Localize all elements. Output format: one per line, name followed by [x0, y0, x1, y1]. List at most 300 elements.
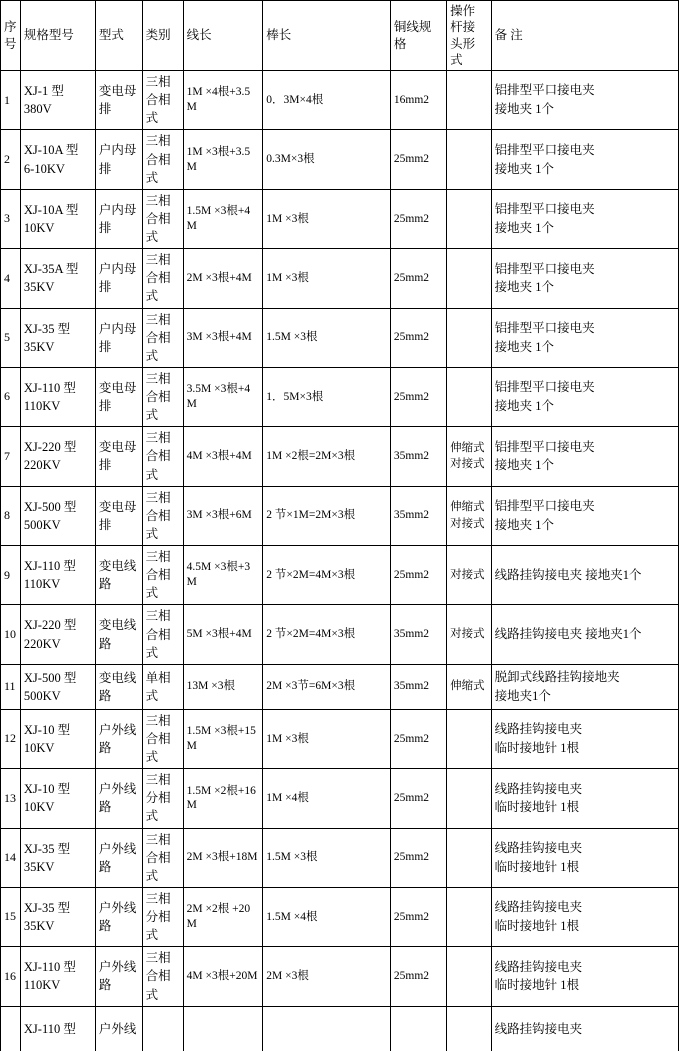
- row-category: [142, 367, 183, 426]
- remark-line-1: 线路挂钩接电夹: [494, 722, 583, 737]
- cat-line-1: 三相: [145, 75, 171, 89]
- model-line-1: XJ-10A 型: [23, 202, 79, 217]
- cat-line-2: 合相式: [145, 731, 171, 764]
- row-wire-length: 3.5M ×3根+4M: [183, 367, 263, 426]
- model-line-2: 35KV: [23, 859, 55, 874]
- model-line-2: 6-10KV: [23, 161, 65, 176]
- table-row: [1, 769, 679, 828]
- row-rod-length: [263, 1006, 391, 1051]
- row-type: [95, 605, 142, 664]
- model-line-2: 10KV: [23, 740, 55, 755]
- row-rod-length: 1.5M ×4根: [263, 887, 391, 946]
- model-line-2: 110KV: [23, 978, 61, 993]
- row-rod-length: 1.5M ×3根: [263, 828, 391, 887]
- remark-line-2: 接地夹 1个: [494, 458, 554, 473]
- remark-line-1: 线路挂钩接电夹 接地夹1个: [494, 627, 642, 642]
- row-index: 16: [1, 947, 21, 1006]
- row-wire-length: 4.5M ×3根+3M: [183, 546, 263, 605]
- row-index: 13: [1, 769, 21, 828]
- type-line-1: 变电线: [98, 670, 137, 685]
- row-wire-length: 2M ×2根 +20M: [183, 887, 263, 946]
- row-pole-joint: [447, 1006, 491, 1051]
- row-remark: [491, 308, 678, 367]
- row-remark: [491, 427, 678, 486]
- row-pole-joint: [447, 769, 491, 828]
- row-wire-length: 1.5M ×2根+16M: [183, 769, 263, 828]
- type-line-1: 户外线: [98, 782, 137, 797]
- table-row: [1, 1006, 679, 1051]
- row-model: [20, 249, 95, 308]
- row-copper-spec: 25mm2: [390, 249, 446, 308]
- type-line-1: 变电线: [98, 618, 137, 633]
- row-category: [142, 887, 183, 946]
- type-line-2: 路: [98, 740, 112, 755]
- model-line-2: 500KV: [23, 517, 61, 532]
- model-line-2: 35KV: [23, 339, 55, 354]
- cat-line-2: 合相式: [145, 390, 171, 423]
- table-header-row: [1, 1, 679, 71]
- cat-line-2: 分相式: [145, 791, 171, 824]
- row-wire-length: 2M ×3根+4M: [183, 249, 263, 308]
- row-remark: [491, 947, 678, 1006]
- model-line-1: XJ-220 型: [23, 440, 77, 455]
- cat-line-1: 三相: [145, 431, 171, 446]
- remark-line-2: 临时接地针 1根: [494, 978, 579, 993]
- cat-line-1: 三相: [145, 891, 171, 906]
- row-pole-joint: 伸缩式: [447, 664, 491, 709]
- type-line-1: 户外线: [98, 960, 137, 975]
- type-line-1: 变电母: [98, 440, 137, 455]
- model-line-1: XJ-10 型: [23, 782, 71, 797]
- row-model: [20, 664, 95, 709]
- type-line-2: 排: [98, 102, 112, 117]
- row-category: [142, 189, 183, 248]
- model-line-1: XJ-1 型: [23, 84, 64, 99]
- row-pole-joint: [447, 709, 491, 768]
- row-index: [1, 1006, 21, 1051]
- row-rod-length: 0.3M×3根: [263, 130, 391, 189]
- header-pole-joint: 操作杆接头形式: [447, 1, 491, 71]
- row-copper-spec: 35mm2: [390, 664, 446, 709]
- row-pole-joint: [447, 249, 491, 308]
- row-wire-length: 4M ×3根+20M: [183, 947, 263, 1006]
- row-remark: [491, 130, 678, 189]
- type-line-1: 户内母: [98, 202, 137, 217]
- row-wire-length: 13M ×3根: [183, 664, 263, 709]
- type-line-1: 户内母: [98, 143, 137, 158]
- row-model: [20, 486, 95, 545]
- row-wire-length: [183, 1006, 263, 1051]
- row-copper-spec: 25mm2: [390, 828, 446, 887]
- row-category: [142, 1006, 183, 1051]
- model-line-1: XJ-35 型: [23, 841, 71, 856]
- type-line-1: 户内母: [98, 262, 137, 277]
- row-rod-length: 0．3M×4根: [263, 71, 391, 130]
- type-line-1: 户内母: [98, 321, 137, 336]
- remark-line-1: 铝排型平口接电夹: [494, 320, 595, 335]
- row-category: [142, 664, 183, 709]
- row-copper-spec: 25mm2: [390, 130, 446, 189]
- row-remark: [491, 605, 678, 664]
- header-copper-spec: 铜线规格: [390, 1, 446, 71]
- type-line-2: 排: [98, 280, 112, 295]
- type-line-1: 变电母: [98, 84, 137, 99]
- model-line-1: XJ-500 型: [23, 670, 77, 685]
- table-row: [1, 427, 679, 486]
- row-model: [20, 367, 95, 426]
- row-rod-length: 1．5M×3根: [263, 367, 391, 426]
- row-remark: [491, 769, 678, 828]
- pole-line-1: 伸缩式: [450, 501, 485, 514]
- row-wire-length: 3M ×3根+4M: [183, 308, 263, 367]
- cat-line-1: 三相: [145, 134, 171, 149]
- row-rod-length: 1M ×3根: [263, 249, 391, 308]
- row-wire-length: 1.5M ×3根+4M: [183, 189, 263, 248]
- row-pole-joint: [447, 486, 491, 545]
- remark-line-1: 线路挂钩接电夹: [494, 1021, 583, 1036]
- row-wire-length: 1M ×4根+3.5M: [183, 71, 263, 130]
- pole-line-2: 对接式: [450, 458, 485, 471]
- table-row: [1, 486, 679, 545]
- cat-line-1: 三相: [145, 312, 171, 327]
- row-category: [142, 605, 183, 664]
- cat-line-2: 合相式: [145, 627, 171, 660]
- row-copper-spec: 35mm2: [390, 605, 446, 664]
- header-index: 序号: [1, 1, 21, 71]
- row-copper-spec: 25mm2: [390, 546, 446, 605]
- model-line-1: XJ-110 型: [23, 1021, 76, 1036]
- remark-line-2: 接地夹1个: [494, 688, 551, 703]
- row-category: [142, 546, 183, 605]
- row-category: [142, 130, 183, 189]
- model-line-2: 10KV: [23, 220, 55, 235]
- header-type: 型式: [95, 1, 142, 71]
- table-row: [1, 249, 679, 308]
- row-copper-spec: 25mm2: [390, 947, 446, 1006]
- row-rod-length: 2 节×2M=4M×3根: [263, 605, 391, 664]
- cat-line-2: 合相式: [145, 568, 171, 601]
- cat-line-2: 合相式: [145, 330, 171, 363]
- row-pole-joint: [447, 189, 491, 248]
- row-copper-spec: 25mm2: [390, 769, 446, 828]
- row-category: [142, 486, 183, 545]
- remark-line-1: 铝排型平口接电夹: [494, 499, 595, 514]
- row-type: [95, 769, 142, 828]
- header-wire-length: 线长: [183, 1, 263, 71]
- header-remark: 备 注: [491, 1, 678, 71]
- row-type: [95, 189, 142, 248]
- remark-line-2: 临时接地针 1根: [494, 800, 579, 815]
- row-pole-joint: [447, 130, 491, 189]
- type-line-2: 路: [98, 919, 112, 934]
- row-type: [95, 486, 142, 545]
- row-model: [20, 427, 95, 486]
- table-row: [1, 605, 679, 664]
- remark-line-2: 临时接地针 1根: [494, 740, 579, 755]
- cat-line-2: 合相式: [145, 969, 171, 1002]
- cat-line-1: 三相: [145, 371, 171, 386]
- remark-line-2: 临时接地针 1根: [494, 919, 579, 934]
- row-pole-joint: [447, 308, 491, 367]
- type-line-1: 户外线: [98, 841, 137, 856]
- model-line-1: XJ-110 型: [23, 559, 76, 574]
- cat-line-2: 合相式: [145, 93, 171, 126]
- row-model: [20, 308, 95, 367]
- cat-line-2: 合相式: [145, 271, 171, 304]
- row-wire-length: 5M ×3根+4M: [183, 605, 263, 664]
- row-remark: [491, 664, 678, 709]
- row-pole-joint: [447, 947, 491, 1006]
- row-wire-length: 4M ×3根+4M: [183, 427, 263, 486]
- row-model: [20, 605, 95, 664]
- model-line-2: 35KV: [23, 280, 55, 295]
- row-model: [20, 947, 95, 1006]
- row-remark: [491, 249, 678, 308]
- type-line-1: 户外线: [98, 900, 137, 915]
- row-pole-joint: 对接式: [447, 605, 491, 664]
- row-rod-length: 2 节×2M=4M×3根: [263, 546, 391, 605]
- model-line-1: XJ-110 型: [23, 960, 76, 975]
- model-line-2: 220KV: [23, 458, 61, 473]
- row-pole-joint: [447, 367, 491, 426]
- type-line-2: 路: [98, 859, 112, 874]
- table-row: [1, 308, 679, 367]
- row-rod-length: 1M ×3根: [263, 709, 391, 768]
- remark-line-2: 接地夹 1个: [494, 220, 554, 235]
- row-rod-length: 1M ×3根: [263, 189, 391, 248]
- remark-line-2: 接地夹 1个: [494, 161, 554, 176]
- row-wire-length: 1M ×3根+3.5M: [183, 130, 263, 189]
- row-type: [95, 71, 142, 130]
- row-category: [142, 709, 183, 768]
- row-type: [95, 249, 142, 308]
- row-index: 3: [1, 189, 21, 248]
- row-category: [142, 947, 183, 1006]
- cat-line-1: 三相: [145, 773, 171, 788]
- pole-line-2: 对接式: [450, 517, 485, 530]
- type-line-1: 户外线: [98, 1021, 137, 1036]
- row-type: [95, 546, 142, 605]
- row-model: [20, 130, 95, 189]
- row-index: 7: [1, 427, 21, 486]
- remark-line-2: 接地夹 1个: [494, 102, 554, 117]
- model-line-2: 110KV: [23, 577, 61, 592]
- table-row: [1, 887, 679, 946]
- row-remark: [491, 71, 678, 130]
- row-index: 8: [1, 486, 21, 545]
- model-line-1: XJ-110 型: [23, 380, 76, 395]
- row-remark: [491, 887, 678, 946]
- table-row: [1, 130, 679, 189]
- remark-line-1: 铝排型平口接电夹: [494, 261, 595, 276]
- row-model: [20, 828, 95, 887]
- remark-line-1: 铝排型平口接电夹: [494, 380, 595, 395]
- row-pole-joint: [447, 427, 491, 486]
- remark-line-1: 线路挂钩接电夹: [494, 840, 583, 855]
- row-model: [20, 71, 95, 130]
- table-row: [1, 828, 679, 887]
- row-remark: [491, 546, 678, 605]
- remark-line-1: 铝排型平口接电夹: [494, 142, 595, 157]
- table-row: [1, 947, 679, 1006]
- type-line-1: 户外线: [98, 722, 137, 737]
- row-index: 5: [1, 308, 21, 367]
- row-pole-joint: [447, 71, 491, 130]
- remark-line-2: 接地夹 1个: [494, 399, 554, 414]
- row-type: [95, 709, 142, 768]
- row-category: [142, 71, 183, 130]
- type-line-1: 变电线: [98, 559, 137, 574]
- model-line-1: XJ-10A 型: [23, 143, 79, 158]
- row-index: 6: [1, 367, 21, 426]
- row-category: [142, 828, 183, 887]
- row-index: 10: [1, 605, 21, 664]
- cat-line-1: 单相式: [145, 670, 171, 703]
- row-index: 9: [1, 546, 21, 605]
- remark-line-2: 接地夹 1个: [494, 517, 554, 532]
- type-line-2: 排: [98, 399, 112, 414]
- model-line-2: 380V: [23, 102, 52, 117]
- row-type: [95, 308, 142, 367]
- row-index: 1: [1, 71, 21, 130]
- row-remark: [491, 486, 678, 545]
- row-copper-spec: 25mm2: [390, 189, 446, 248]
- header-model: 规格型号: [20, 1, 95, 71]
- model-line-2: 35KV: [23, 919, 55, 934]
- row-model: [20, 1006, 95, 1051]
- row-model: [20, 709, 95, 768]
- row-model: [20, 189, 95, 248]
- header-rod-length: 棒长: [263, 1, 391, 71]
- row-category: [142, 427, 183, 486]
- row-rod-length: 2M ×3节=6M×3根: [263, 664, 391, 709]
- cat-line-1: 三相: [145, 490, 171, 505]
- remark-line-1: 线路挂钩接电夹: [494, 959, 583, 974]
- row-copper-spec: 35mm2: [390, 427, 446, 486]
- type-line-2: 排: [98, 220, 112, 235]
- model-line-1: XJ-10 型: [23, 722, 71, 737]
- row-index: 15: [1, 887, 21, 946]
- row-category: [142, 769, 183, 828]
- model-line-1: XJ-35 型: [23, 321, 71, 336]
- cat-line-1: 三相: [145, 193, 171, 208]
- model-line-2: 110KV: [23, 399, 61, 414]
- row-remark: [491, 189, 678, 248]
- type-line-2: 路: [98, 577, 112, 592]
- cat-line-2: 合相式: [145, 449, 171, 482]
- row-type: [95, 947, 142, 1006]
- remark-line-2: 临时接地针 1根: [494, 859, 579, 874]
- remark-line-2: 接地夹 1个: [494, 339, 554, 354]
- model-line-2: 220KV: [23, 636, 61, 651]
- row-rod-length: 1M ×2根=2M×3根: [263, 427, 391, 486]
- type-line-1: 变电母: [98, 380, 137, 395]
- remark-line-1: 铝排型平口接电夹: [494, 83, 595, 98]
- table-row: [1, 71, 679, 130]
- type-line-2: 路: [98, 688, 112, 703]
- model-line-1: XJ-35 型: [23, 900, 71, 915]
- row-copper-spec: 16mm2: [390, 71, 446, 130]
- row-type: [95, 367, 142, 426]
- row-remark: [491, 709, 678, 768]
- model-line-2: 10KV: [23, 800, 55, 815]
- cat-line-2: 合相式: [145, 508, 171, 541]
- row-remark: [491, 367, 678, 426]
- cat-line-1: 三相: [145, 253, 171, 268]
- row-copper-spec: 25mm2: [390, 308, 446, 367]
- table-row: [1, 709, 679, 768]
- table-row: [1, 546, 679, 605]
- type-line-2: 排: [98, 517, 112, 532]
- row-category: [142, 308, 183, 367]
- model-line-1: XJ-500 型: [23, 499, 77, 514]
- row-pole-joint: [447, 887, 491, 946]
- cat-line-1: 三相: [145, 832, 171, 847]
- type-line-2: 路: [98, 978, 112, 993]
- row-index: 2: [1, 130, 21, 189]
- remark-line-1: 线路挂钩接电夹 接地夹1个: [494, 567, 642, 582]
- row-type: [95, 828, 142, 887]
- row-wire-length: 2M ×3根+18M: [183, 828, 263, 887]
- row-type: [95, 664, 142, 709]
- row-index: 11: [1, 664, 21, 709]
- row-model: [20, 887, 95, 946]
- remark-line-2: 接地夹 1个: [494, 280, 554, 295]
- remark-line-1: 线路挂钩接电夹: [494, 900, 583, 915]
- table-row: [1, 367, 679, 426]
- row-wire-length: 3M ×3根+6M: [183, 486, 263, 545]
- header-category: 类别: [142, 1, 183, 71]
- row-model: [20, 769, 95, 828]
- pole-line-1: 伸缩式: [450, 441, 485, 454]
- row-pole-joint: 对接式: [447, 546, 491, 605]
- model-line-1: XJ-220 型: [23, 618, 77, 633]
- row-type: [95, 1006, 142, 1051]
- cat-line-2: 合相式: [145, 211, 171, 244]
- row-category: [142, 249, 183, 308]
- type-line-1: 变电母: [98, 499, 137, 514]
- cat-line-2: 分相式: [145, 910, 171, 943]
- type-line-2: 路: [98, 636, 112, 651]
- row-copper-spec: 25mm2: [390, 367, 446, 426]
- table-row: [1, 664, 679, 709]
- row-model: [20, 546, 95, 605]
- cat-line-1: 三相: [145, 951, 171, 966]
- row-type: [95, 130, 142, 189]
- row-index: 14: [1, 828, 21, 887]
- row-index: 4: [1, 249, 21, 308]
- remark-line-1: 铝排型平口接电夹: [494, 202, 595, 217]
- cat-line-1: 三相: [145, 550, 171, 564]
- model-line-2: 500KV: [23, 688, 61, 703]
- type-line-2: 排: [98, 458, 112, 473]
- row-rod-length: 2M ×3根: [263, 947, 391, 1006]
- row-rod-length: 2 节×1M=2M×3根: [263, 486, 391, 545]
- row-index: 12: [1, 709, 21, 768]
- model-line-1: XJ-35A 型: [23, 262, 79, 277]
- remark-line-1: 脱卸式线路挂钩接地夹: [494, 670, 620, 684]
- row-wire-length: 1.5M ×3根+15M: [183, 709, 263, 768]
- remark-line-1: 铝排型平口接电夹: [494, 439, 595, 454]
- row-remark: [491, 828, 678, 887]
- row-type: [95, 427, 142, 486]
- row-copper-spec: [390, 1006, 446, 1051]
- row-pole-joint: [447, 828, 491, 887]
- row-copper-spec: 25mm2: [390, 887, 446, 946]
- cat-line-2: 合相式: [145, 152, 171, 185]
- remark-line-1: 线路挂钩接电夹: [494, 781, 583, 796]
- row-rod-length: 1.5M ×3根: [263, 308, 391, 367]
